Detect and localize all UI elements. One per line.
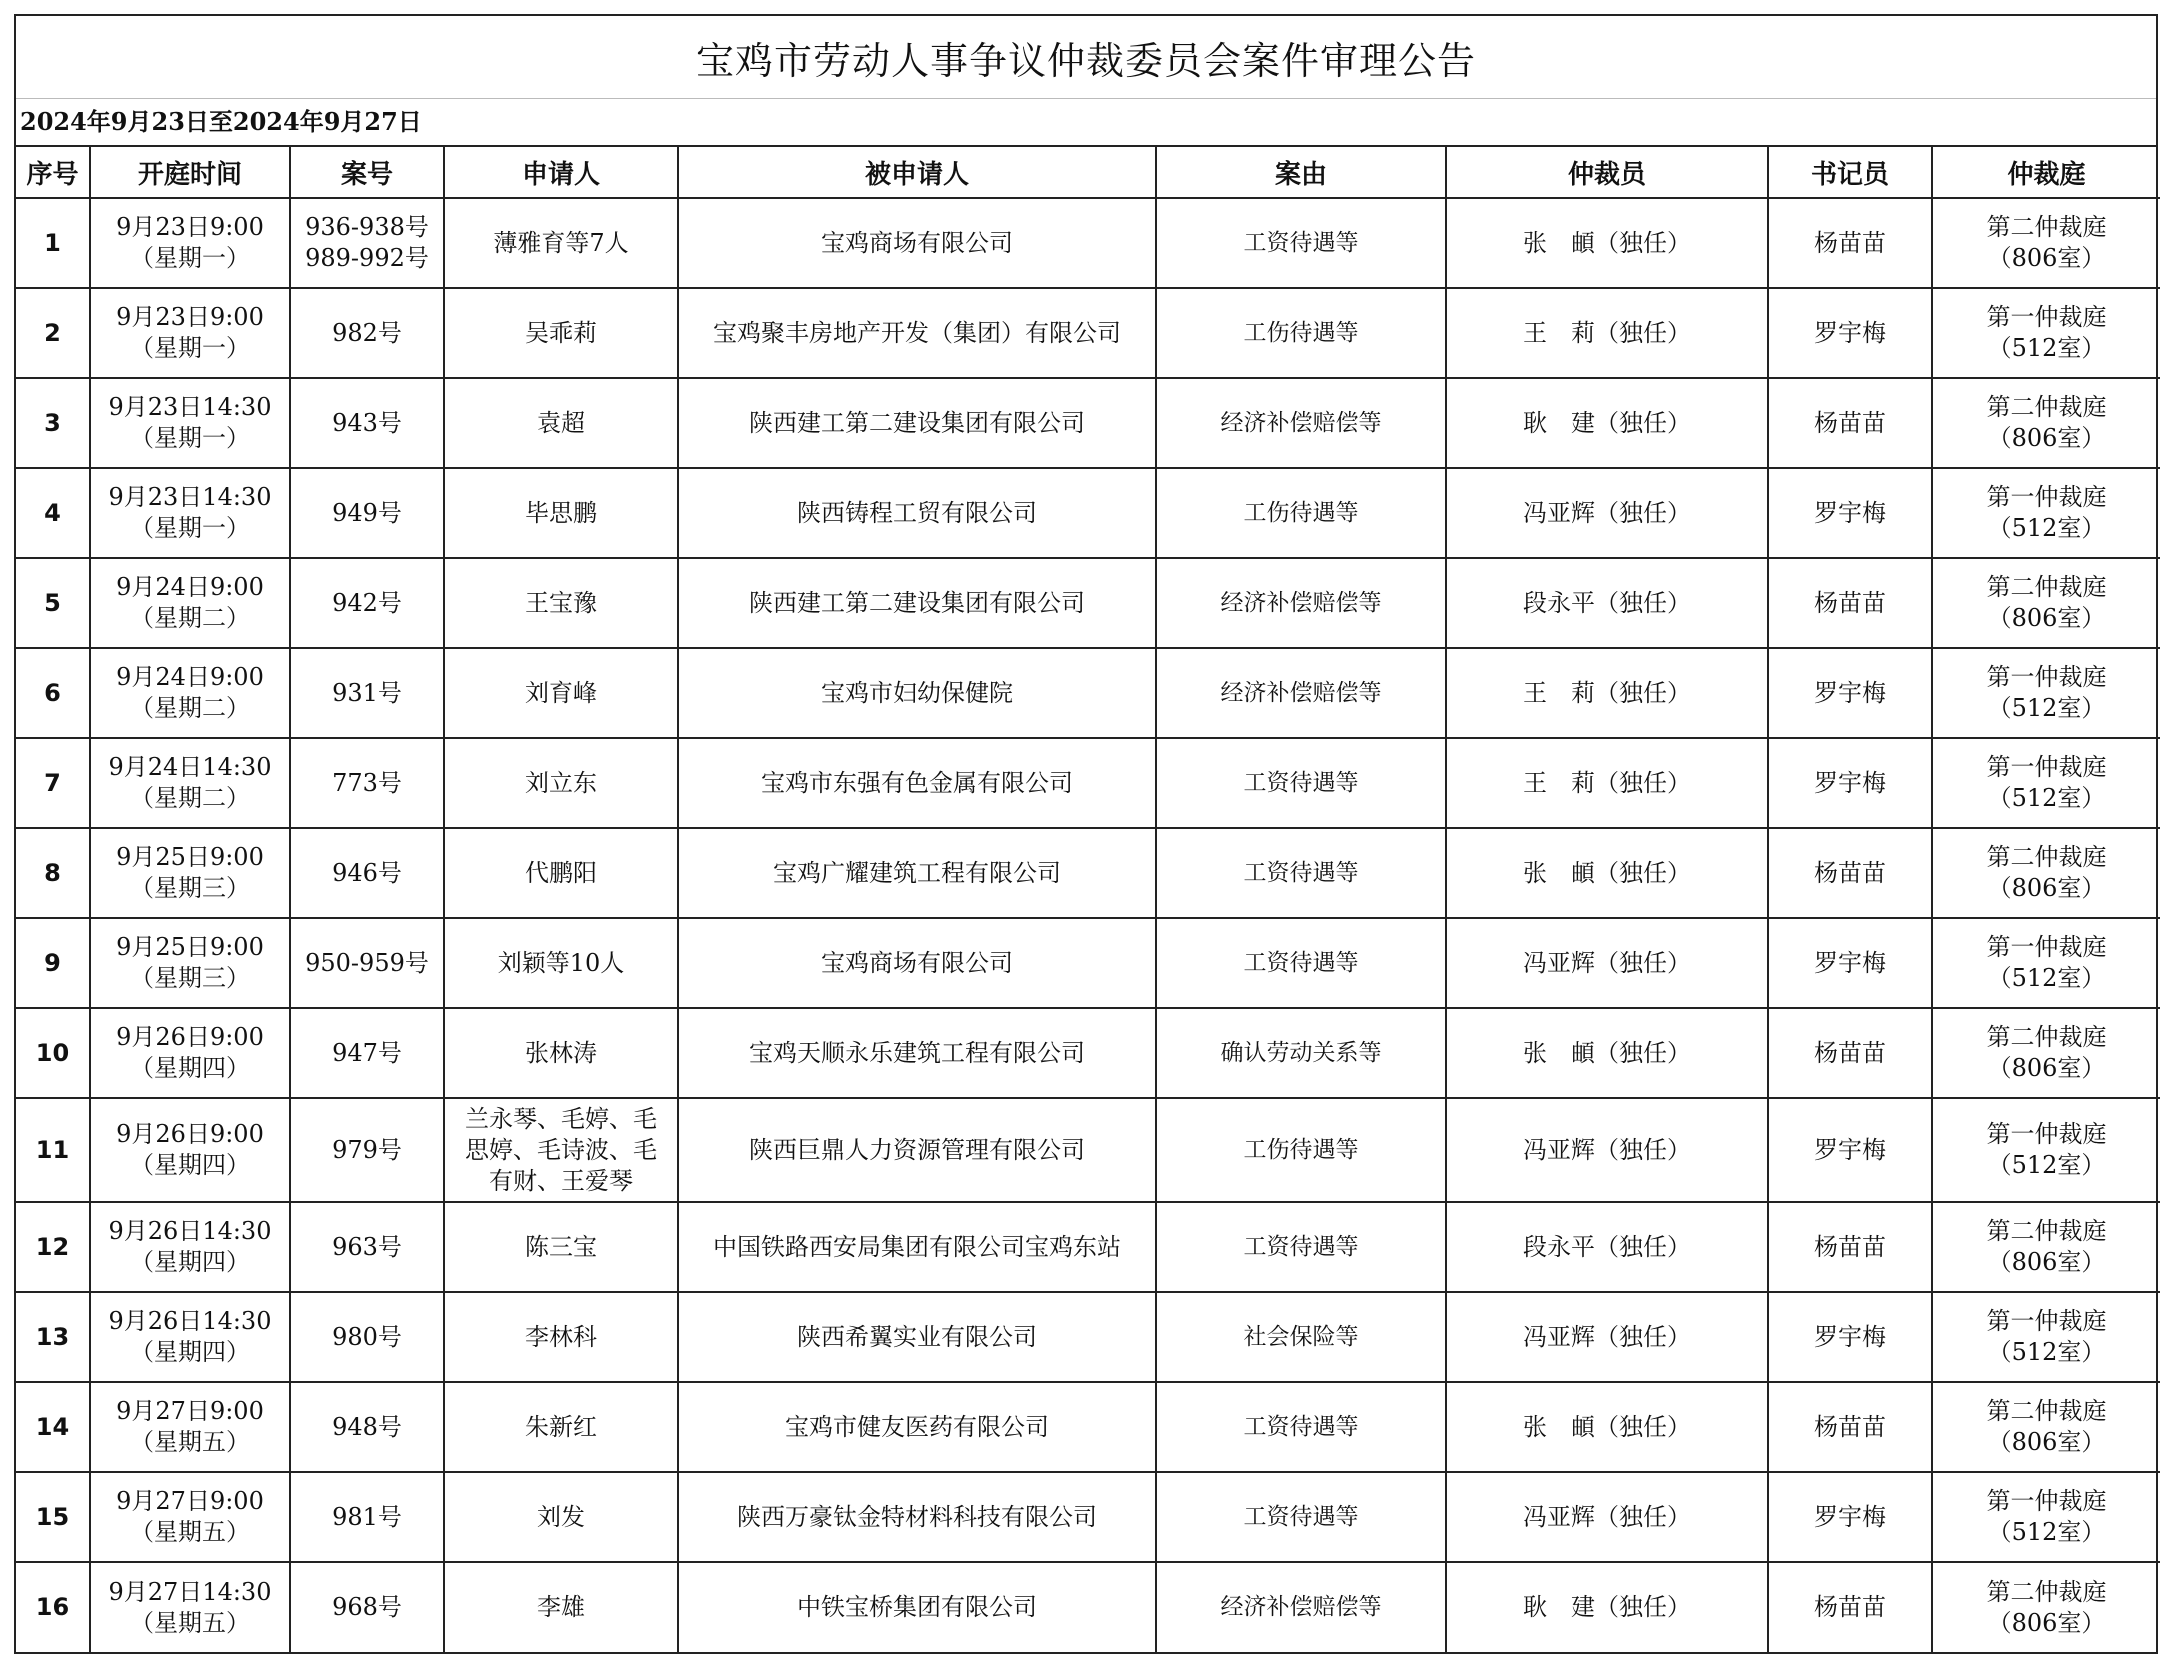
cell-case-no: 949号 <box>290 468 444 558</box>
cell-respondent: 宝鸡市健友医药有限公司 <box>678 1382 1156 1472</box>
table-row <box>16 198 2160 288</box>
cell-hearing-time: 9月24日14:30 （星期二） <box>90 738 290 828</box>
cell-court: 第一仲裁庭 （512室） <box>1932 648 2160 738</box>
cell-applicant: 薄雅育等7人 <box>444 198 678 288</box>
cell-no: 15 <box>16 1472 90 1562</box>
table-row <box>16 558 2160 648</box>
announcement-title: 宝鸡市劳动人事争议仲裁委员会案件审理公告 <box>16 16 2156 99</box>
cell-hearing-time: 9月26日9:00 （星期四） <box>90 1098 290 1202</box>
cell-applicant: 吴乖莉 <box>444 288 678 378</box>
cell-no: 8 <box>16 828 90 918</box>
cell-no: 9 <box>16 918 90 1008</box>
cell-clerk: 罗宇梅 <box>1768 468 1932 558</box>
table-body <box>16 198 2160 1652</box>
cell-respondent: 陕西铸程工贸有限公司 <box>678 468 1156 558</box>
cell-no: 3 <box>16 378 90 468</box>
cell-hearing-time: 9月27日9:00 （星期五） <box>90 1382 290 1472</box>
cell-court: 第一仲裁庭 （512室） <box>1932 918 2160 1008</box>
table-row <box>16 918 2160 1008</box>
cell-arbitrator: 张 頔（独任） <box>1446 1008 1768 1098</box>
table-row <box>16 288 2160 378</box>
cell-respondent: 宝鸡聚丰房地产开发（集团）有限公司 <box>678 288 1156 378</box>
cell-no: 2 <box>16 288 90 378</box>
table-row <box>16 738 2160 828</box>
cell-court: 第一仲裁庭 （512室） <box>1932 1098 2160 1202</box>
cell-clerk: 罗宇梅 <box>1768 738 1932 828</box>
cell-arbitrator: 耿 建（独任） <box>1446 378 1768 468</box>
cell-cause: 工资待遇等 <box>1156 1202 1446 1292</box>
table-row <box>16 468 2160 558</box>
cell-cause: 经济补偿赔偿等 <box>1156 378 1446 468</box>
cell-respondent: 宝鸡天顺永乐建筑工程有限公司 <box>678 1008 1156 1098</box>
col-header-case-no: 案号 <box>290 147 444 198</box>
table-row <box>16 1202 2160 1292</box>
cell-respondent: 宝鸡市妇幼保健院 <box>678 648 1156 738</box>
cell-applicant: 李雄 <box>444 1562 678 1652</box>
cell-arbitrator: 张 頔（独任） <box>1446 1382 1768 1472</box>
cell-court: 第二仲裁庭 （806室） <box>1932 828 2160 918</box>
cell-cause: 工资待遇等 <box>1156 918 1446 1008</box>
cell-arbitrator: 耿 建（独任） <box>1446 1562 1768 1652</box>
cell-arbitrator: 冯亚辉（独任） <box>1446 468 1768 558</box>
cell-case-no: 950-959号 <box>290 918 444 1008</box>
table-row <box>16 648 2160 738</box>
cell-hearing-time: 9月23日14:30 （星期一） <box>90 378 290 468</box>
cell-clerk: 杨苗苗 <box>1768 198 1932 288</box>
cell-case-no: 931号 <box>290 648 444 738</box>
cell-court: 第一仲裁庭 （512室） <box>1932 288 2160 378</box>
cell-court: 第一仲裁庭 （512室） <box>1932 1472 2160 1562</box>
table-row <box>16 1292 2160 1382</box>
cell-hearing-time: 9月23日9:00 （星期一） <box>90 288 290 378</box>
cell-clerk: 罗宇梅 <box>1768 1472 1932 1562</box>
cell-respondent: 宝鸡商场有限公司 <box>678 198 1156 288</box>
cell-no: 13 <box>16 1292 90 1382</box>
cell-court: 第二仲裁庭 （806室） <box>1932 1562 2160 1652</box>
table-row <box>16 828 2160 918</box>
table-row <box>16 1562 2160 1652</box>
cell-case-no: 979号 <box>290 1098 444 1202</box>
cell-clerk: 杨苗苗 <box>1768 1008 1932 1098</box>
cell-hearing-time: 9月26日14:30 （星期四） <box>90 1292 290 1382</box>
cell-court: 第一仲裁庭 （512室） <box>1932 738 2160 828</box>
cell-arbitrator: 冯亚辉（独任） <box>1446 1098 1768 1202</box>
table-row <box>16 1382 2160 1472</box>
cell-applicant: 刘立东 <box>444 738 678 828</box>
cell-respondent: 宝鸡市东强有色金属有限公司 <box>678 738 1156 828</box>
cell-cause: 经济补偿赔偿等 <box>1156 558 1446 648</box>
cell-clerk: 罗宇梅 <box>1768 288 1932 378</box>
cell-cause: 工资待遇等 <box>1156 1472 1446 1562</box>
cell-hearing-time: 9月26日14:30 （星期四） <box>90 1202 290 1292</box>
cell-applicant: 刘育峰 <box>444 648 678 738</box>
cell-clerk: 罗宇梅 <box>1768 648 1932 738</box>
cell-court: 第二仲裁庭 （806室） <box>1932 558 2160 648</box>
col-header-court: 仲裁庭 <box>1932 147 2160 198</box>
cell-respondent: 宝鸡商场有限公司 <box>678 918 1156 1008</box>
col-header-clerk: 书记员 <box>1768 147 1932 198</box>
table-row <box>16 1472 2160 1562</box>
cell-applicant: 代鹏阳 <box>444 828 678 918</box>
cell-no: 10 <box>16 1008 90 1098</box>
cell-clerk: 杨苗苗 <box>1768 1202 1932 1292</box>
cell-respondent: 宝鸡广耀建筑工程有限公司 <box>678 828 1156 918</box>
cell-case-no: 980号 <box>290 1292 444 1382</box>
date-range: 2024年9月23日至2024年9月27日 <box>16 99 2156 147</box>
cell-case-no: 946号 <box>290 828 444 918</box>
cell-respondent: 陕西建工第二建设集团有限公司 <box>678 558 1156 648</box>
table-row <box>16 378 2160 468</box>
cell-case-no: 943号 <box>290 378 444 468</box>
cell-cause: 工资待遇等 <box>1156 738 1446 828</box>
cell-case-no: 947号 <box>290 1008 444 1098</box>
cell-hearing-time: 9月24日9:00 （星期二） <box>90 648 290 738</box>
cell-no: 11 <box>16 1098 90 1202</box>
cell-applicant: 毕思鹏 <box>444 468 678 558</box>
cell-respondent: 陕西巨鼎人力资源管理有限公司 <box>678 1098 1156 1202</box>
col-header-cause: 案由 <box>1156 147 1446 198</box>
cell-applicant: 李林科 <box>444 1292 678 1382</box>
cell-clerk: 罗宇梅 <box>1768 1098 1932 1202</box>
cell-case-no: 963号 <box>290 1202 444 1292</box>
cell-clerk: 杨苗苗 <box>1768 558 1932 648</box>
cell-applicant: 刘颖等10人 <box>444 918 678 1008</box>
cell-clerk: 罗宇梅 <box>1768 918 1932 1008</box>
table-row <box>16 1008 2160 1098</box>
cell-court: 第一仲裁庭 （512室） <box>1932 1292 2160 1382</box>
cell-cause: 经济补偿赔偿等 <box>1156 1562 1446 1652</box>
cell-hearing-time: 9月23日14:30 （星期一） <box>90 468 290 558</box>
cell-case-no: 968号 <box>290 1562 444 1652</box>
cell-hearing-time: 9月25日9:00 （星期三） <box>90 918 290 1008</box>
cell-cause: 工资待遇等 <box>1156 1382 1446 1472</box>
cell-no: 16 <box>16 1562 90 1652</box>
cell-applicant: 袁超 <box>444 378 678 468</box>
cell-arbitrator: 张 頔（独任） <box>1446 198 1768 288</box>
cell-court: 第二仲裁庭 （806室） <box>1932 1202 2160 1292</box>
cell-case-no: 773号 <box>290 738 444 828</box>
announcement-sheet <box>14 14 2158 1654</box>
cell-hearing-time: 9月27日14:30 （星期五） <box>90 1562 290 1652</box>
cell-case-no: 942号 <box>290 558 444 648</box>
cell-court: 第二仲裁庭 （806室） <box>1932 1382 2160 1472</box>
cell-no: 5 <box>16 558 90 648</box>
cell-respondent: 中铁宝桥集团有限公司 <box>678 1562 1156 1652</box>
cell-hearing-time: 9月26日9:00 （星期四） <box>90 1008 290 1098</box>
cell-applicant: 刘发 <box>444 1472 678 1562</box>
col-header-no: 序号 <box>16 147 90 198</box>
cell-cause: 工伤待遇等 <box>1156 468 1446 558</box>
cell-clerk: 杨苗苗 <box>1768 378 1932 468</box>
cell-cause: 工资待遇等 <box>1156 828 1446 918</box>
col-header-respondent: 被申请人 <box>678 147 1156 198</box>
hearing-schedule-table <box>16 147 2160 1652</box>
table-row <box>16 1098 2160 1202</box>
header-row <box>16 147 2160 198</box>
cell-no: 14 <box>16 1382 90 1472</box>
cell-court: 第二仲裁庭 （806室） <box>1932 1008 2160 1098</box>
cell-no: 6 <box>16 648 90 738</box>
cell-court: 第二仲裁庭 （806室） <box>1932 378 2160 468</box>
cell-case-no: 982号 <box>290 288 444 378</box>
cell-applicant: 朱新红 <box>444 1382 678 1472</box>
cell-court: 第一仲裁庭 （512室） <box>1932 468 2160 558</box>
cell-case-no: 948号 <box>290 1382 444 1472</box>
cell-respondent: 中国铁路西安局集团有限公司宝鸡东站 <box>678 1202 1156 1292</box>
col-header-arbitrator: 仲裁员 <box>1446 147 1768 198</box>
cell-court: 第二仲裁庭 （806室） <box>1932 198 2160 288</box>
cell-respondent: 陕西万豪钛金特材料科技有限公司 <box>678 1472 1156 1562</box>
cell-hearing-time: 9月27日9:00 （星期五） <box>90 1472 290 1562</box>
cell-cause: 工伤待遇等 <box>1156 1098 1446 1202</box>
cell-clerk: 罗宇梅 <box>1768 1292 1932 1382</box>
cell-respondent: 陕西希翼实业有限公司 <box>678 1292 1156 1382</box>
cell-arbitrator: 冯亚辉（独任） <box>1446 1292 1768 1382</box>
cell-arbitrator: 张 頔（独任） <box>1446 828 1768 918</box>
cell-no: 1 <box>16 198 90 288</box>
cell-cause: 工资待遇等 <box>1156 198 1446 288</box>
cell-applicant: 张林涛 <box>444 1008 678 1098</box>
cell-hearing-time: 9月23日9:00 （星期一） <box>90 198 290 288</box>
cell-arbitrator: 段永平（独任） <box>1446 558 1768 648</box>
cell-arbitrator: 王 莉（独任） <box>1446 738 1768 828</box>
cell-arbitrator: 冯亚辉（独任） <box>1446 1472 1768 1562</box>
cell-applicant: 兰永琴、毛婷、毛 思婷、毛诗波、毛 有财、王爱琴 <box>444 1098 678 1202</box>
cell-no: 7 <box>16 738 90 828</box>
cell-applicant: 陈三宝 <box>444 1202 678 1292</box>
col-header-applicant: 申请人 <box>444 147 678 198</box>
cell-case-no: 981号 <box>290 1472 444 1562</box>
col-header-time: 开庭时间 <box>90 147 290 198</box>
cell-cause: 社会保险等 <box>1156 1292 1446 1382</box>
cell-hearing-time: 9月25日9:00 （星期三） <box>90 828 290 918</box>
cell-clerk: 杨苗苗 <box>1768 1562 1932 1652</box>
cell-hearing-time: 9月24日9:00 （星期二） <box>90 558 290 648</box>
cell-no: 4 <box>16 468 90 558</box>
cell-cause: 确认劳动关系等 <box>1156 1008 1446 1098</box>
cell-respondent: 陕西建工第二建设集团有限公司 <box>678 378 1156 468</box>
cell-applicant: 王宝豫 <box>444 558 678 648</box>
cell-no: 12 <box>16 1202 90 1292</box>
cell-case-no: 936-938号 989-992号 <box>290 198 444 288</box>
cell-cause: 工伤待遇等 <box>1156 288 1446 378</box>
cell-clerk: 杨苗苗 <box>1768 1382 1932 1472</box>
cell-arbitrator: 段永平（独任） <box>1446 1202 1768 1292</box>
cell-arbitrator: 王 莉（独任） <box>1446 288 1768 378</box>
cell-arbitrator: 王 莉（独任） <box>1446 648 1768 738</box>
cell-arbitrator: 冯亚辉（独任） <box>1446 918 1768 1008</box>
cell-cause: 经济补偿赔偿等 <box>1156 648 1446 738</box>
cell-clerk: 杨苗苗 <box>1768 828 1932 918</box>
